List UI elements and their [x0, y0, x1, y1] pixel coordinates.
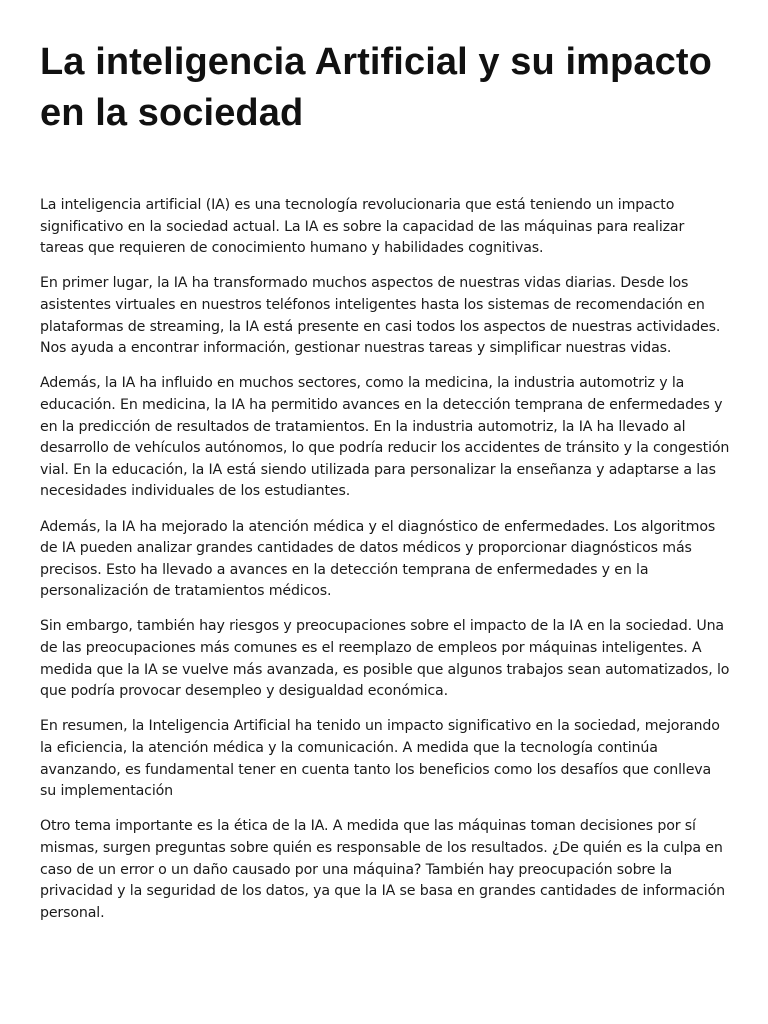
document-page	[40, 0, 730, 938]
paragraph-3: Además, la IA ha influido en muchos sectores, como la medicina, la industria automotriz y la educación. En medicina, la IA ha permitido avances en la detección temprana de enfermedades y en la predicción de resultados de tratamientos. En la industria automotriz, la IA ha llevado al desarrollo de vehículos autónomos, lo que podría reducir los accidentes de tránsito y la congestión vial. En la educación, la IA está siendo utilizada para personalizar la enseñanza y adaptarse a las necesidades individuales de los estudiantes.	[40, 375, 730, 500]
paragraph-7: Otro tema importante es la ética de la IA. A medida que las máquinas toman decisiones por sí mismas, surgen preguntas sobre quién es responsable de los resultados. ¿De quién es la culpa en caso de un error o un daño causado por una máquina? También hay preocupación sobre la privacidad y la seguridad de los datos, ya que la IA se basa en grandes cantidades de información personal.	[40, 818, 725, 921]
paragraph-5: Sin embargo, también hay riesgos y preocupaciones sobre el impacto de la IA en la sociedad. Una de las preocupaciones más comunes es el reemplazo de empleos por máquinas inteligentes. A medida que la IA se vuelve más avanzada, es posible que algunos trabajos sean automatizados, lo que podría provocar desempleo y desigualdad económica.	[40, 618, 730, 700]
document-body	[40, 195, 730, 924]
paragraph-4: Además, la IA ha mejorado la atención médica y el diagnóstico de enfermedades. Los algoritmos de IA pueden analizar grandes cantidades de datos médicos y proporcionar diagnósticos más precisos. Esto ha llevado a avances en la detección temprana de enfermedades y en la personalización de tratamientos médicos.	[40, 518, 716, 600]
paragraph-6: En resumen, la Inteligencia Artificial ha tenido un impacto significativo en la sociedad, mejorando la eficiencia, la atención médica y la comunicación. A medida que la tecnología continúa avanzando, es fundamental tener en cuenta tanto los beneficios como los desafíos que conlleva su implementación	[40, 718, 720, 800]
paragraph-2: En primer lugar, la IA ha transformado muchos aspectos de nuestras vidas diarias. Desde los asistentes virtuales en nuestros teléfonos inteligentes hasta los sistemas de recomendación en plataformas de streaming, la IA está presente en casi todos los aspectos de nuestras actividades. Nos ayuda a encontrar información, gestionar nuestras tareas y simplificar nuestras vidas.	[40, 275, 721, 357]
paragraph-1: La inteligencia artificial (IA) es una tecnología revolucionaria que está teniendo un impacto significativo en la sociedad actual. La IA es sobre la capacidad de las máquinas para realizar tareas que requieren de conocimiento humano y habilidades cognitivas.	[40, 197, 685, 257]
document-title: La inteligencia Artificial y su impacto en la sociedad	[40, 41, 712, 134]
